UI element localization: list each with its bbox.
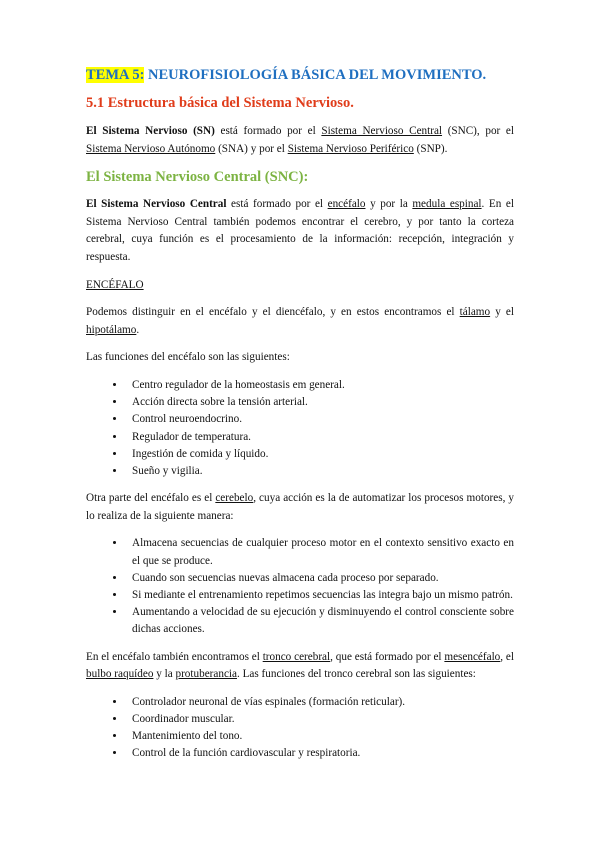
list-item: • Acción directa sobre la tensión arterial. (126, 394, 514, 411)
term-mesencefalo: mesencéfalo (444, 650, 501, 663)
encefalo-paragraph: Podemos distinguir en el encéfalo y el diencéfalo, y en estos encontramos el tálamo y el hipotálamo. (86, 306, 514, 336)
functions-list (86, 377, 514, 480)
tronco-list (86, 694, 514, 763)
term-snp: Sistema Nervioso Periférico (287, 142, 414, 155)
list-item: • Mantenimiento del tono. (126, 728, 514, 745)
snc-heading: El Sistema Nervioso Central (SNC): (86, 169, 309, 186)
list-item: • Cuando son secuencias nuevas almacena cada proceso por separado. (126, 570, 514, 587)
list-item: • Aumentando a velocidad de su ejecución y disminuyendo el control consciente sobre dichas acciones. (126, 604, 514, 638)
title-text: NEUROFISIOLOGÍA BÁSICA DEL MOVIMIENTO. (144, 67, 487, 83)
term-snc: Sistema Nervioso Central (321, 125, 443, 137)
encefalo-heading: ENCÉFALO (86, 278, 144, 291)
list-item: • Ingestión de comida y líquido. (126, 446, 514, 463)
term-encefalo: encéfalo (327, 198, 366, 211)
title-highlight: TEMA 5: (86, 67, 145, 83)
term-bulbo-raquideo: bulbo raquídeo (86, 668, 154, 681)
list-item: • Controlador neuronal de vías espinales (formación reticular). (126, 694, 514, 711)
snc-paragraph: El Sistema Nervioso Central está formado por el encéfalo y por la medula espinal. En el Sistema Nervioso Central también podemos encontrar el cerebro, y por tanto la corteza cerebral, cuya función es el procesamiento de la información: recepción, integración y respuesta. (86, 198, 514, 263)
list-item: • Regulador de temperatura. (126, 429, 514, 446)
list-item: • Control neuroendocrino. (126, 411, 514, 428)
list-item: • Sueño y vigilia. (126, 463, 514, 480)
list-item: • Coordinador muscular. (126, 711, 514, 728)
term-tronco-cerebral: tronco cerebral (262, 650, 331, 663)
term-medula-espinal: medula espinal (412, 198, 482, 211)
term-hipotalamo: hipotálamo (86, 323, 137, 336)
term-talamo: tálamo (459, 306, 491, 319)
section-heading: 5.1 Estructura básica del Sistema Nervioso. (86, 95, 354, 111)
term-sna: Sistema Nervioso Autónomo (86, 142, 216, 155)
list-item: • Almacena secuencias de cualquier proceso motor en el contexto sensitivo exacto en el que se produce. (126, 535, 514, 569)
intro-bold: El Sistema Nervioso (SN) (86, 125, 215, 137)
term-protuberancia: protuberancia (175, 668, 237, 681)
list-item: • Si mediante el entrenamiento repetimos secuencias las integra bajo un mismo patrón. (126, 587, 514, 604)
term-cerebelo: cerebelo (215, 492, 254, 505)
list-item: • Control de la función cardiovascular y respiratoria. (126, 745, 514, 762)
cerebelo-paragraph: Otra parte del encéfalo es el cerebelo, cuya acción es la de automatizar los procesos motores, y lo realiza de la siguiente manera: (86, 492, 514, 522)
snc-bold: El Sistema Nervioso Central (86, 198, 227, 211)
functions-intro: Las funciones del encéfalo son las siguientes: (86, 351, 290, 364)
tronco-paragraph: En el encéfalo también encontramos el tronco cerebral, que está formado por el mesencéfalo, el bulbo raquídeo y la protuberancia. Las funciones del tronco cerebral son las siguientes: (86, 650, 514, 681)
cerebelo-list (86, 535, 514, 638)
list-item: • Centro regulador de la homeostasis em general. (126, 377, 514, 394)
intro-paragraph: El Sistema Nervioso (SN) está formado por el Sistema Nervioso Central (SNC), por el Sistema Nervioso Autónomo (SNA) y por el Sistema Nervioso Periférico (SNP). (86, 125, 514, 155)
document-title (86, 66, 514, 84)
